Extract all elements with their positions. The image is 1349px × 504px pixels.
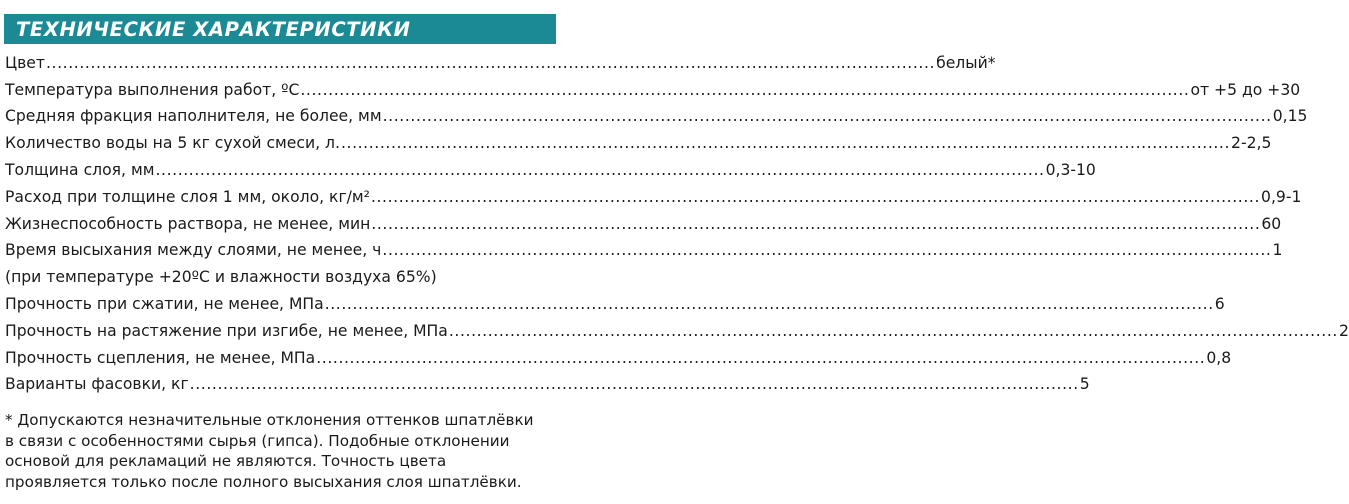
- spec-row-layer-thickness: [5, 153, 1096, 180]
- spec-value: 2: [1338, 321, 1349, 340]
- dot-leader: ................................................................................................................................................................: [189, 375, 1079, 394]
- spec-label: Время высыхания между слоями, не менее, ч: [5, 241, 382, 260]
- dot-leader: ................................................................................................................................................................: [324, 294, 1214, 313]
- footnote-line: основой для рекламаций не являются. Точность цвета: [5, 452, 447, 471]
- section-title: ТЕХНИЧЕСКИЕ ХАРАКТЕРИСТИКИ: [16, 18, 411, 41]
- spec-row-water: [5, 126, 1272, 153]
- spec-value: белый*: [936, 53, 996, 72]
- spec-value: 2-2,5: [1231, 134, 1272, 153]
- dot-leader: ................................................................................................................................................................: [370, 187, 1261, 206]
- specs-list: [5, 46, 1349, 394]
- spec-label: Температура выполнения работ, ºС: [5, 80, 300, 99]
- spec-value: 0,15: [1272, 107, 1308, 126]
- spec-label: Толщина слоя, мм: [5, 160, 155, 179]
- spec-row-temperature: [5, 73, 1301, 100]
- spec-value: 0,9-1: [1261, 187, 1302, 206]
- spec-row-packaging: [5, 368, 1090, 395]
- spec-label: Жизнеспособность раствора, не менее, мин: [5, 214, 371, 233]
- dot-leader: ................................................................................................................................................................: [45, 53, 936, 72]
- spec-row-consumption: [5, 180, 1302, 207]
- drying-conditions-note: (при температуре +20ºС и влажности воздуха 65%): [5, 268, 437, 287]
- footnote: [5, 410, 555, 492]
- spec-label: Прочность на растяжение при изгибе, не менее, МПа: [5, 321, 448, 340]
- footnote-line: в связи с особенностями сырья (гипса). Подобные отклонении: [5, 431, 510, 450]
- dot-leader: ................................................................................................................................................................: [371, 214, 1261, 233]
- spec-label: Варианты фасовки, кг: [5, 375, 189, 394]
- dot-leader: ................................................................................................................................................................: [155, 160, 1045, 179]
- spec-row-compressive-strength: [5, 287, 1225, 314]
- spec-value: 6: [1214, 294, 1225, 313]
- section-header: [4, 14, 556, 44]
- spec-label: Прочность при сжатии, не менее, МПа: [5, 294, 324, 313]
- dot-leader: ................................................................................................................................................................: [382, 241, 1272, 260]
- footnote-line: проявляется только после полного высыхания слоя шпатлёвки.: [5, 472, 522, 491]
- spec-value: от +5 до +30: [1190, 80, 1301, 99]
- spec-label: Цвет: [5, 53, 45, 72]
- spec-value: 0,8: [1206, 348, 1232, 367]
- spec-label: Количество воды на 5 кг сухой смеси, л.: [5, 134, 340, 153]
- spec-row-color: [5, 46, 996, 73]
- spec-value: 60: [1261, 214, 1282, 233]
- dot-leader: ................................................................................................................................................................: [340, 134, 1231, 153]
- dot-leader: ................................................................................................................................................................: [316, 348, 1206, 367]
- spec-value: 0,3-10: [1045, 160, 1096, 179]
- spec-row-fraction: [5, 100, 1308, 127]
- spec-label: Прочность сцепления, не менее, МПа: [5, 348, 316, 367]
- spec-value: 5: [1079, 375, 1090, 394]
- spec-row-adhesion-strength: [5, 341, 1232, 368]
- footnote-line: * Допускаются незначительные отклонения оттенков шпатлёвки: [5, 411, 534, 429]
- spec-row-flexural-strength: [5, 314, 1349, 341]
- dot-leader: ................................................................................................................................................................: [382, 107, 1272, 126]
- spec-label: Средняя фракция наполнителя, не более, мм: [5, 107, 382, 126]
- spec-value: 1: [1272, 241, 1283, 260]
- spec-row-drying-time: [5, 234, 1283, 261]
- dot-leader: ................................................................................................................................................................: [448, 321, 1338, 340]
- dot-leader: ................................................................................................................................................................: [300, 80, 1190, 99]
- spec-row-pot-life: [5, 207, 1282, 234]
- spec-label: Расход при толщине слоя 1 мм, около, кг/м²: [5, 187, 370, 206]
